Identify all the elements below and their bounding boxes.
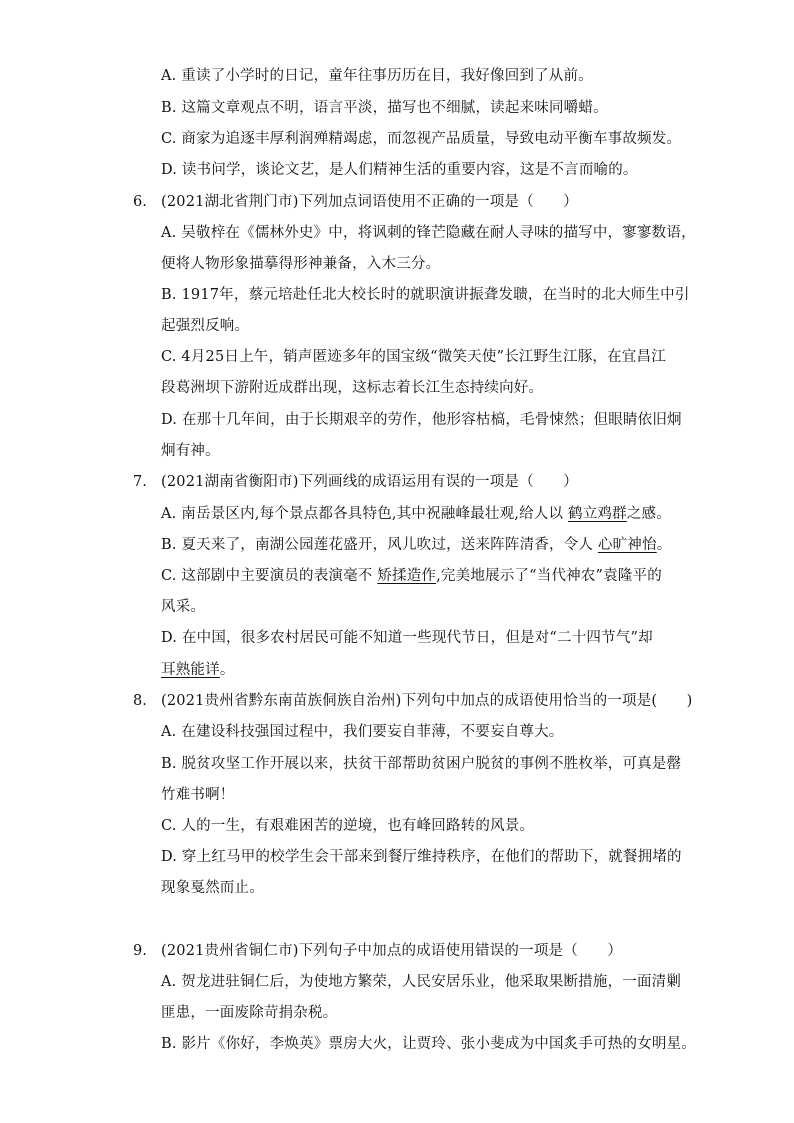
prev-option-d: D. 读书问学，谈论文艺，是人们精神生活的重要内容，这是不言而喻的。 — [161, 162, 638, 178]
question-9-option-a: A. 贺龙进驻铜仁后，为使地方繁荣，人民安居乐业，他采取果断措施，一面清剿 — [161, 974, 682, 990]
option-text: 。 — [656, 537, 672, 553]
prev-option-b: B. 这篇文章观点不明，语言平淡，描写也不细腻，读起来味同嚼蜡。 — [161, 100, 608, 116]
question-7-option-b — [161, 535, 671, 555]
underlined-idiom: 矫揉造作 — [377, 568, 437, 584]
question-8-option-b: B. 脱贫攻坚工作开展以来，扶贫干部帮助贫困户脱贫的事例不胜枚举，可真是罄 — [161, 756, 682, 772]
question-9-option-a-cont: 匪患，一面废除苛捐杂税。 — [161, 1005, 338, 1021]
question-6-option-a-cont: 便将人物形象描摹得形神兼备，入木三分。 — [161, 256, 441, 272]
question-6-option-c-cont: 段葛洲坝下游附近成群出现，这标志着长江生态持续向好。 — [161, 380, 544, 396]
prev-option-a: A. 重读了小学时的日记，童年往事历历在目，我好像回到了从前。 — [161, 68, 593, 84]
question-6-stem: (2021湖北省荆门市)下列加点词语使用不正确的一项是（ ） — [161, 194, 578, 210]
option-text: C. 这部剧中主要演员的表演毫不 — [161, 568, 378, 584]
option-text: 之感。 — [626, 506, 671, 522]
option-text: B. 夏天来了，南湖公园莲花盛开，风儿吹过，送来阵阵清香，令人 — [161, 537, 598, 553]
question-8-option-b-cont: 竹难书啊！ — [161, 787, 235, 803]
question-6-option-c: C. 4月25日上午，销声匿迹多年的国宝级“微笑天使”长江野生江豚，在宜昌江 — [161, 349, 666, 365]
question-9-option-b: B. 影片《你好，李焕英》票房大火，让贾玲、张小斐成为中国炙手可热的女明星。 — [161, 1036, 696, 1052]
question-7-option-d-cont — [161, 660, 235, 680]
question-6-option-b-cont: 起强烈反响。 — [161, 318, 250, 334]
question-7-option-c — [161, 566, 662, 586]
underlined-idiom: 鹤立鸡群 — [568, 506, 627, 522]
question-9-stem: (2021贵州省铜仁市)下列句子中加点的成语使用错误的一项是（ ） — [161, 943, 623, 959]
question-7-stem: (2021湖南省衡阳市)下列画线的成语运用有误的一项是（ ） — [161, 474, 578, 490]
question-6-number: 6. — [133, 194, 147, 210]
question-9-number: 9. — [133, 943, 147, 959]
option-text: ,完美地展示了“当代神农”袁隆平的 — [436, 568, 662, 584]
question-7-option-a — [161, 504, 671, 524]
question-7-option-c-cont: 风采。 — [161, 599, 206, 615]
option-text: A. 南岳景区内,每个景点都各具特色,其中祝融峰最壮观,给人以 — [161, 506, 569, 522]
question-8-option-c: C. 人的一生，有艰难困苦的逆境，也有峰回路转的风景。 — [161, 818, 535, 834]
prev-option-c: C. 商家为追逐丰厚利润殚精竭虑，而忽视产品质量，导致电动平衡车事故频发。 — [161, 131, 682, 147]
underlined-idiom: 耳熟能详 — [161, 662, 220, 678]
question-8-option-a: A. 在建设科技强国过程中，我们要妄自菲薄，不要妄自尊大。 — [161, 724, 564, 740]
question-8-option-d: D. 穿上红马甲的校学生会干部来到餐厅维持秩序，在他们的帮助下，就餐拥堵的 — [161, 849, 682, 865]
question-8-option-d-cont: 现象戛然而止。 — [161, 880, 264, 896]
question-7-number: 7. — [133, 474, 147, 490]
question-6-option-d: D. 在那十几年间，由于长期艰辛的劳作，他形容枯槁，毛骨悚然；但眼睛依旧炯 — [161, 412, 682, 428]
underlined-idiom: 心旷神怡 — [597, 537, 657, 553]
question-6-option-a: A. 吴敬梓在《儒林外史》中，将讽刺的锋芒隐藏在耐人寻味的描写中，寥寥数语， — [161, 225, 696, 241]
question-7-option-d: D. 在中国，很多农村居民可能不知道一些现代节日，但是对“二十四节气”却 — [161, 630, 653, 646]
question-6-option-d-cont: 炯有神。 — [161, 443, 220, 459]
question-8-number: 8. — [133, 693, 147, 709]
option-text: 。 — [219, 662, 235, 678]
question-6-option-b: B. 1917年，蔡元培赴任北大校长时的就职演讲振聋发聩，在当时的北大师生中引 — [161, 287, 690, 303]
question-8-stem: (2021贵州省黔东南苗族侗族自治州)下列句中加点的成语使用恰当的一项是( ) — [161, 693, 693, 709]
